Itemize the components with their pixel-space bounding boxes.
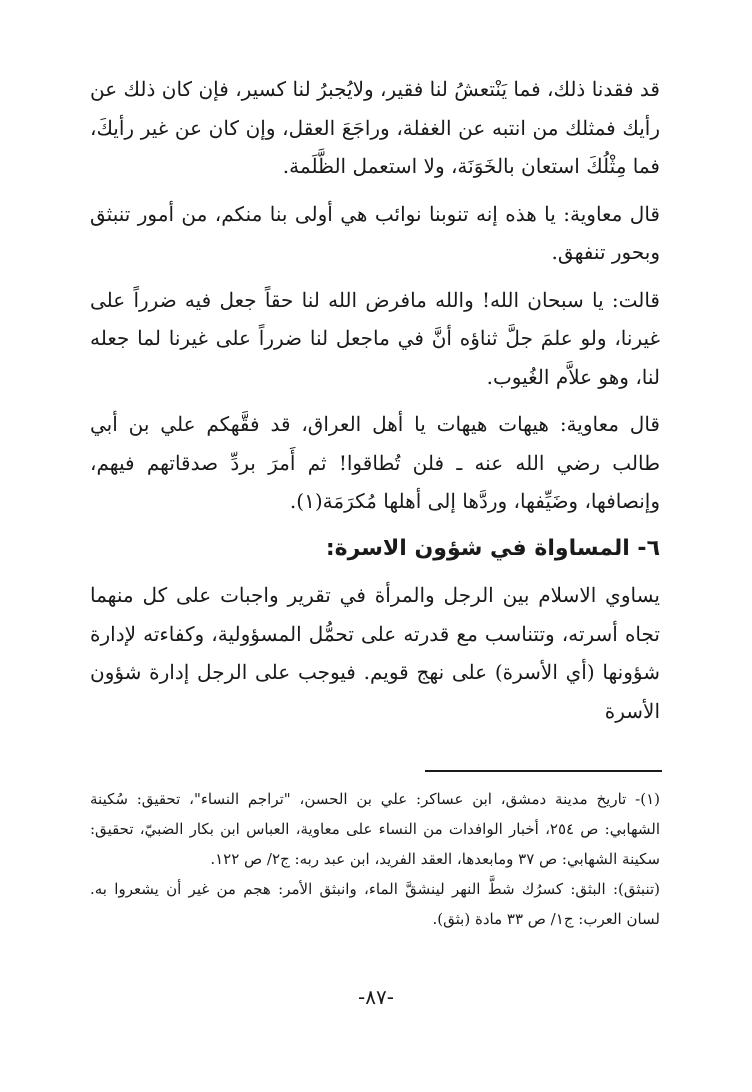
paragraph-1: قد فقدنا ذلك، فما يَنْتعشُ لنا فقير، ولايُجبرُ لنا كسير، فإن كان ذلك عن رأيك فمثلك من انتبه عن الغفلة، وراجَعَ العقل، وإن كان عن غير رأيكَ، فما مِثْلُكَ استعان بالخَوَنَة، ولا استعمل الظَّلَمة. — [90, 77, 660, 178]
main-text — [90, 70, 660, 739]
section-heading: ٦- المساواة في شؤون الاسرة: — [325, 535, 660, 561]
paragraph-3: قالت: يا سبحان الله! والله مافرض الله لنا حقاً جعل فيه ضرراً على غيرنا، ولو علمَ جلَّ ثناؤه أنَّ في ماجعل لنا ضرراً على غيرنا لما جعله لنا، وهو علاَّم الغُيوب. — [90, 287, 660, 389]
footnotes — [90, 784, 660, 934]
paragraph-4: قال معاوية: هيهات هيهات يا أهل العراق، قد فقَّهكم علي بن أبي طالب رضي الله عنه ـ فلن تُطاقوا! ثم أَمرَ بردِّ صدقاتهم فيهم، وإنصافها، وضَيِّفها، وردَّها إلى أهلها مُكرَمَة(١). — [90, 412, 660, 513]
paragraph-5: يساوي الاسلام بين الرجل والمرأة في تقرير واجبات على كل منهما تجاه أسرته، وتتناسب مع قدرته على تحمُّل المسؤولية، وكفاءته لإدارة شؤونها (أي الأسرة) على نهج قويم. فيوجب على الرجل إدارة شؤون الأسرة — [90, 583, 661, 723]
footnote-1: (١)- تاريخ مدينة دمشق، ابن عساكر: علي بن الحسن، "تراجم النساء"، تحقيق: سُكينة الشهابي: ص ٢٥٤، أخبار الوافدات من النساء على معاوية، العباس ابن بكار الضبيّ، تحقيق: سكينة الشهابي: ص ٣٧ ومابعدها، العقد الفريد، ابن عبد ربه: ج٢/ ص ١٢٢. — [90, 790, 660, 868]
page-number: -٨٧- — [358, 985, 394, 1009]
footnote-2: (تنبثق): البثق: كسرُك شطَّ النهر لينشقَّ الماء، وانبثق الأمر: هجم من غير أن يشعروا به. لسان العرب: ج١/ ص ٣٣ مادة (بثق). — [90, 880, 660, 928]
paragraph-2: قال معاوية: يا هذه إنه تنوبنا نوائب هي أولى بنا منكم، من أمور تنبثق وبحور تنفهق. — [90, 201, 660, 264]
footnote-divider — [425, 770, 662, 772]
